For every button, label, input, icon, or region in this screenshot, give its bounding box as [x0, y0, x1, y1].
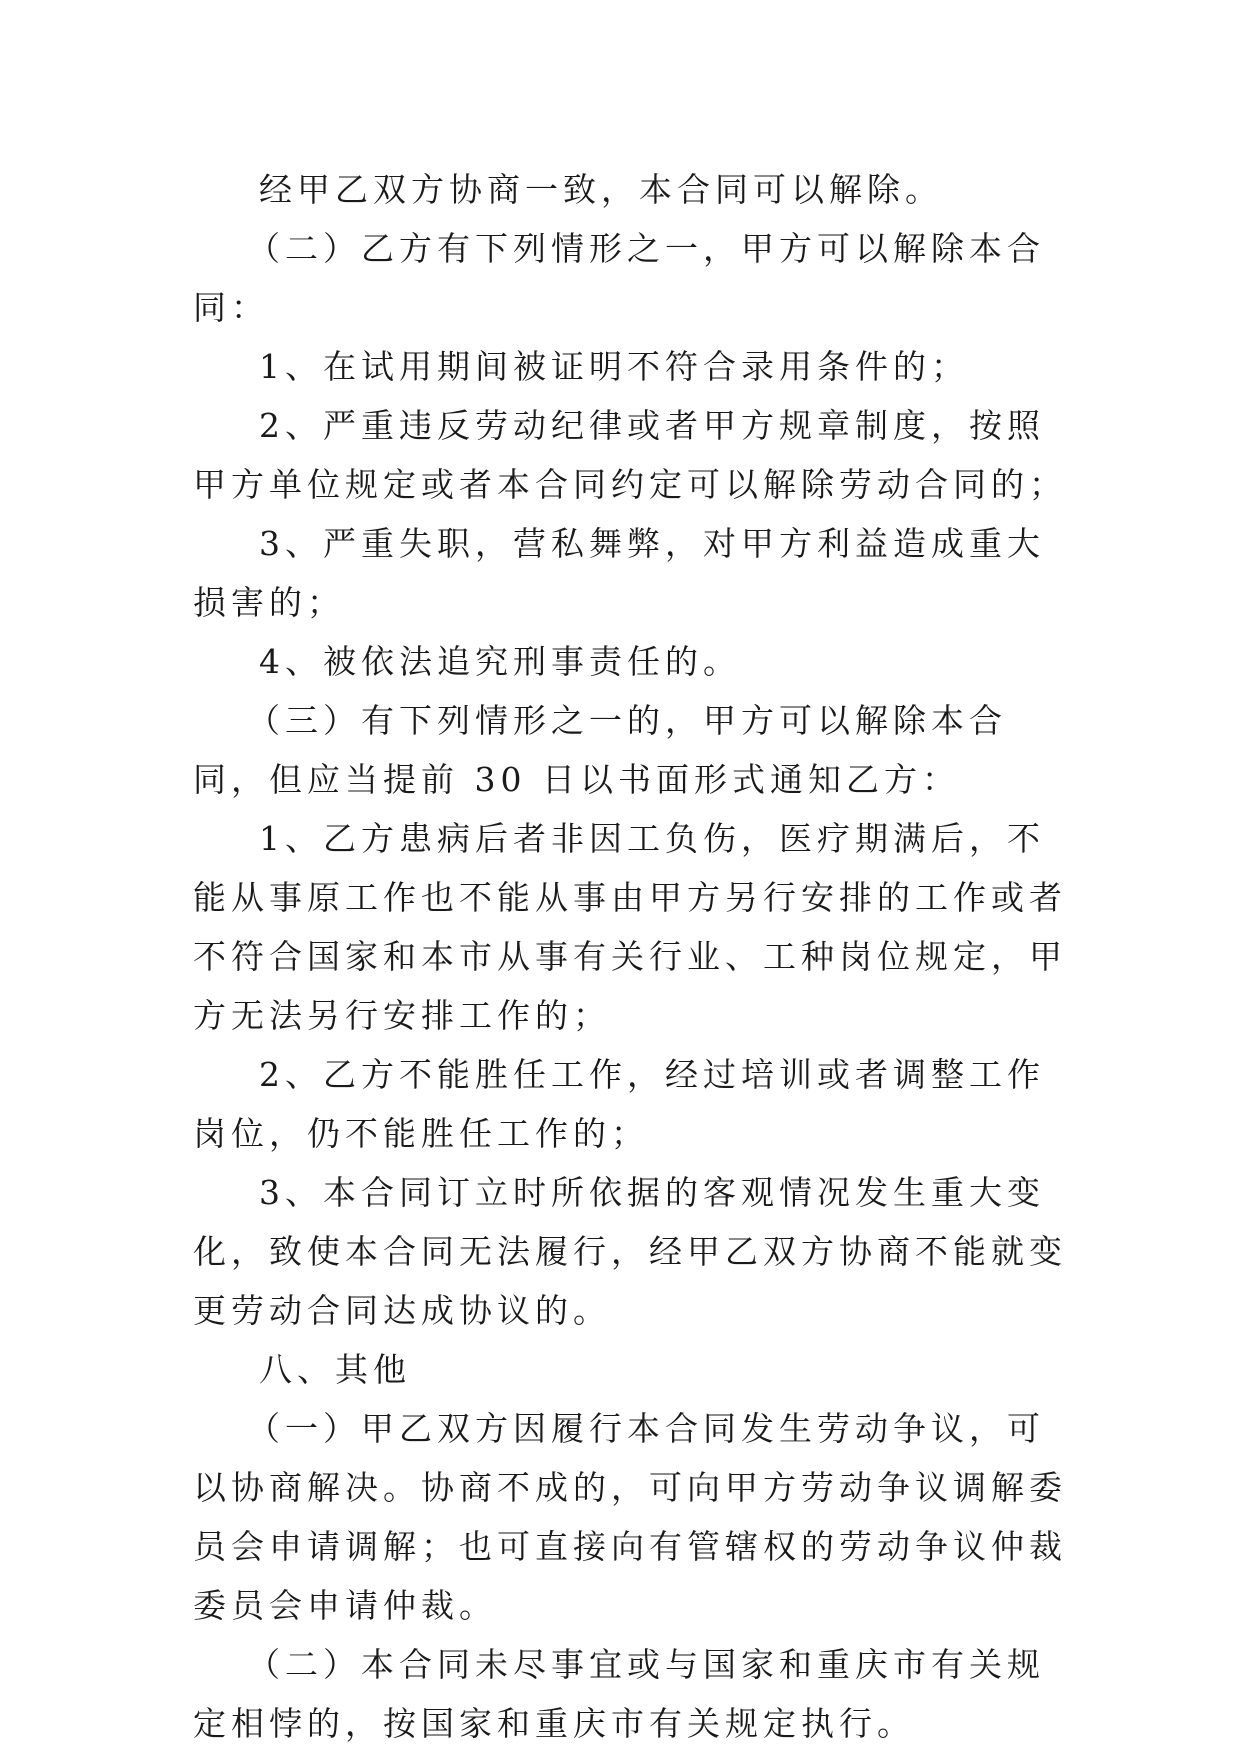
paragraph-termination-consensus: 经甲乙双方协商一致，本合同可以解除。 [259, 170, 943, 209]
paragraph-item-dereliction: 3、严重失职，营私舞弊，对甲方利益造成重大损害的； [193, 524, 1045, 622]
paragraph-dispute-resolution: （一）甲乙双方因履行本合同发生劳动争议，可以协商解决。协商不成的，可向甲方劳动争议调解委员会申请调解；也可直接向有管辖权的劳动争议仲裁委员会申请仲裁。 [193, 1409, 1067, 1625]
paragraph-item-probation: 1、在试用期间被证明不符合录用条件的； [259, 347, 969, 386]
paragraph-item-criminal: 4、被依法追究刑事责任的。 [259, 642, 741, 681]
section-heading-other: 八、其他 [259, 1350, 411, 1389]
document-body [193, 160, 1073, 1753]
paragraph-item-illness: 1、乙方患病后者非因工负伤，医疗期满后，不能从事原工作也不能从事由甲方另行安排的工作或者不符合国家和本市从事有关行业、工种岗位规定，甲方无法另行安排工作的； [193, 819, 1067, 1035]
paragraph-item-incompetence: 2、乙方不能胜任工作，经过培训或者调整工作岗位，仍不能胜任工作的； [193, 1055, 1045, 1153]
paragraph-item-circumstance-change: 3、本合同订立时所依据的客观情况发生重大变化，致使本合同无法履行，经甲乙双方协商不能就变更劳动合同达成协议的。 [193, 1173, 1067, 1330]
paragraph-clause-2-heading: （二）乙方有下列情形之一，甲方可以解除本合同： [193, 229, 1045, 327]
paragraph-item-discipline: 2、严重违反劳动纪律或者甲方规章制度，按照甲方单位规定或者本合同约定可以解除劳动合同的； [193, 406, 1067, 504]
paragraph-unspecified-matters: （二）本合同未尽事宜或与国家和重庆市有关规定相悖的，按国家和重庆市有关规定执行。 [193, 1645, 1045, 1743]
paragraph-clause-3-heading: （三）有下列情形之一的，甲方可以解除本合同，但应当提前 30 日以书面形式通知乙方： [193, 701, 1007, 799]
